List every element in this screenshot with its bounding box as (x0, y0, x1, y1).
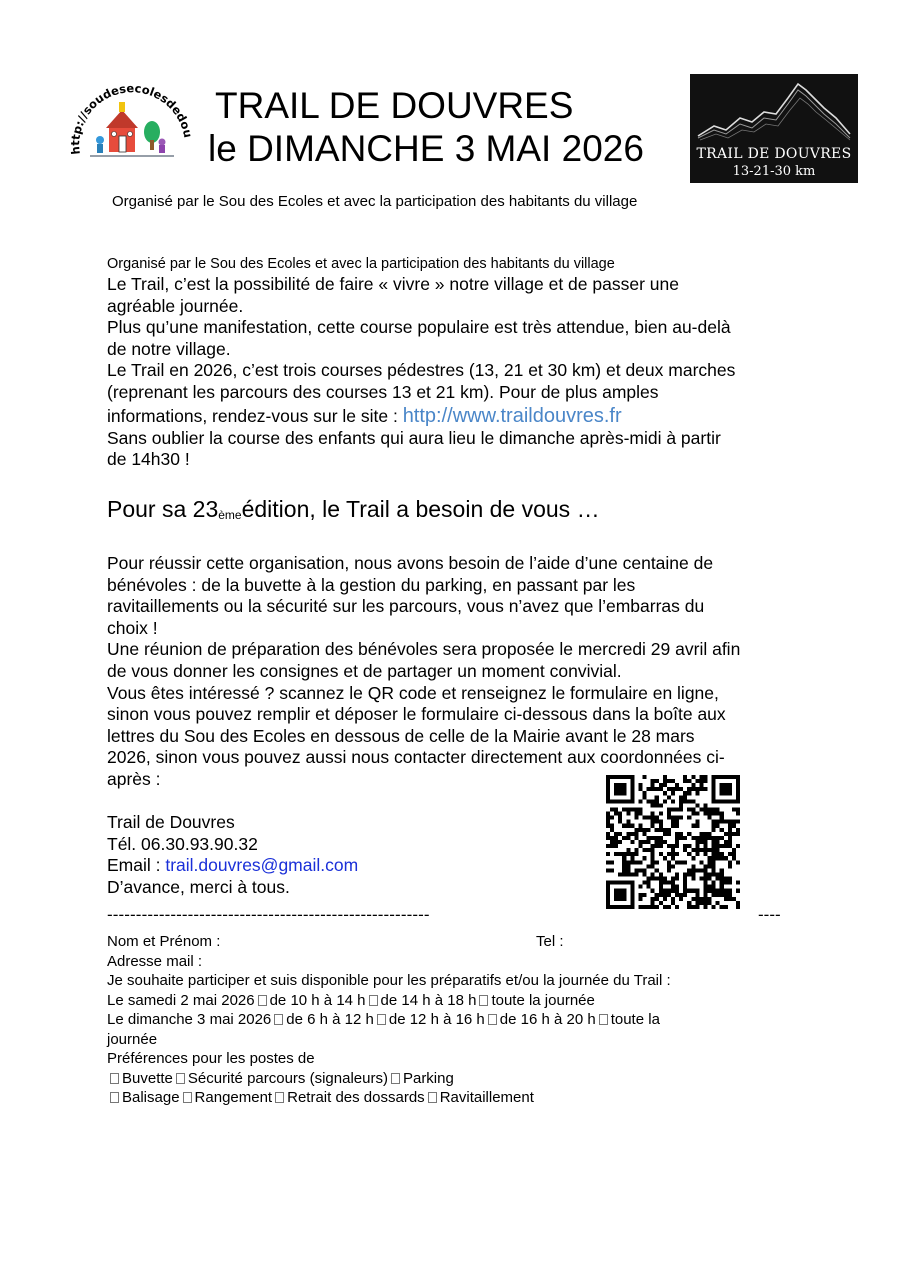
cut-line-left: -------------------------------------------------------- (107, 905, 430, 924)
saturday-row (107, 991, 807, 1011)
volunteer-form (107, 932, 807, 1108)
body-line: sinon vous pouvez remplir et déposer le formulaire ci-dessous dans la boîte aux (107, 704, 726, 725)
contact-phone: Tél. 06.30.93.90.32 (107, 833, 258, 854)
form-intro: Je souhaite participer et suis disponible pour les préparatifs et/ou la journée du Trail : (107, 972, 671, 989)
checkbox[interactable] (377, 1014, 386, 1025)
logo-title: TRAIL DE DOUVRES (696, 146, 852, 162)
checkbox[interactable] (599, 1014, 608, 1025)
checkbox[interactable] (110, 1092, 119, 1103)
body-line: bénévoles : de la buvette à la gestion du parking, en passant par les (107, 574, 636, 595)
body-line: Vous êtes intéressé ? scannez le QR code et renseignez le formulaire en ligne, (107, 682, 719, 703)
logo-distances: 13-21-30 km (732, 164, 816, 179)
contact-name: Trail de Douvres (107, 812, 235, 833)
option-label: de 14 h à 18 h (380, 991, 477, 1009)
body-line: après : (107, 768, 161, 789)
mountain-icon (690, 74, 858, 144)
cut-line-right: ---- (758, 905, 781, 924)
sunday-row (107, 1010, 807, 1030)
intro-info-line (107, 404, 807, 428)
checkbox[interactable] (369, 995, 378, 1006)
body-line: ravitaillements ou la sécurité sur les parcours, vous n’avez que l’embarras du (107, 596, 705, 617)
body-line: 2026, sinon vous pouvez aussi nous contacter directement aux coordonnées ci- (107, 747, 725, 768)
option-label: Balisage (122, 1089, 180, 1106)
name-field-label: Nom et Prénom : (107, 933, 221, 950)
qr-code-image (606, 775, 740, 909)
checkbox[interactable] (258, 995, 267, 1006)
heading-ordinal: ème (218, 508, 242, 522)
heading-text-after: édition, le Trail a besoin de vous … (241, 496, 600, 522)
email-field-label: Adresse mail : (107, 952, 203, 970)
intro-line: Le Trail, c’est la possibilité de faire « vivre » notre village et de passer une (107, 274, 679, 294)
intro-line: (reprenant les parcours des courses 13 et 21 km). Pour de plus amples (107, 381, 659, 402)
thanks-line: D’avance, merci à tous. (107, 876, 290, 897)
option-label: Rangement (194, 1089, 273, 1106)
option-label: toute la (610, 1011, 660, 1028)
option-label: Parking (402, 1069, 454, 1087)
option-label: Sécurité parcours (signaleurs) (187, 1069, 388, 1087)
body-line: de vous donner les consignes et de partager un moment convivial. (107, 660, 622, 681)
intro-line: agréable journée. (107, 295, 244, 316)
saturday-label: Le samedi 2 mai 2026 (107, 991, 255, 1009)
option-label: Ravitaillement (439, 1089, 534, 1106)
option-label: Buvette (122, 1069, 173, 1087)
school-logo (62, 76, 194, 166)
checkbox[interactable] (275, 1092, 284, 1103)
sunday-wrap: journée (107, 1030, 158, 1048)
phone-field-label: Tel : (536, 933, 564, 950)
checkbox[interactable] (110, 1073, 119, 1084)
checkbox[interactable] (479, 995, 488, 1006)
checkbox[interactable] (274, 1014, 283, 1025)
title-line-2: le DIMANCHE 3 MAI 2026 (208, 128, 644, 169)
intro-line: de notre village. (107, 338, 231, 359)
preferences-row-1 (107, 1069, 807, 1089)
logo-url-text: http://soudesecolesdedou (68, 81, 194, 156)
option-label: de 10 h à 14 h (269, 991, 366, 1009)
intro-organizer-line: Organisé par le Sou des Ecoles et avec la participation des habitants du village (107, 256, 615, 272)
email-link[interactable]: trail.douvres@gmail.com (165, 855, 359, 876)
title-line-1: TRAIL DE DOUVRES (215, 85, 574, 126)
intro-line: Sans oublier la course des enfants qui aura lieu le dimanche après-midi à partir (107, 427, 721, 448)
body-line: Pour réussir cette organisation, nous avons besoin de l’aide d’une centaine de (107, 553, 714, 573)
checkbox[interactable] (428, 1092, 437, 1103)
email-label: Email : (107, 855, 166, 876)
checkbox[interactable] (391, 1073, 400, 1084)
checkbox[interactable] (183, 1092, 192, 1103)
qr-code[interactable] (606, 775, 740, 909)
info-prefix: informations, rendez-vous sur le site : (107, 405, 403, 426)
body-line: choix ! (107, 617, 158, 638)
intro-line: Le Trail en 2026, c’est trois courses pédestres (13, 21 et 30 km) et deux marches (107, 360, 736, 381)
intro-line: de 14h30 ! (107, 449, 190, 470)
trail-logo (690, 74, 858, 183)
intro-line: Plus qu’une manifestation, cette course populaire est très attendue, bien au-delà (107, 317, 731, 338)
section-heading (107, 495, 600, 529)
option-label: de 16 h à 20 h (499, 1011, 596, 1028)
preferences-row-2 (107, 1088, 807, 1108)
option-label: Retrait des dossards (287, 1089, 425, 1106)
body-line: lettres du Sou des Ecoles en dessous de celle de la Mairie avant le 28 mars (107, 725, 695, 746)
subtitle: Organisé par le Sou des Ecoles et avec la participation des habitants du village (112, 193, 638, 210)
sunday-label: Le dimanche 3 mai 2026 (107, 1011, 272, 1028)
checkbox[interactable] (488, 1014, 497, 1025)
intro-paragraph (107, 274, 807, 471)
body-line: Une réunion de préparation des bénévoles sera proposée le mercredi 29 avril afin (107, 639, 741, 660)
option-label: toute la journée (491, 991, 595, 1009)
heading-text-before: Pour sa 23 (107, 496, 219, 522)
preferences-label: Préférences pour les postes de (107, 1050, 315, 1067)
option-label: de 6 h à 12 h (286, 1011, 374, 1028)
option-label: de 12 h à 16 h (388, 1011, 485, 1028)
website-link[interactable]: http://www.traildouvres.fr (402, 404, 622, 427)
checkbox[interactable] (176, 1073, 185, 1084)
